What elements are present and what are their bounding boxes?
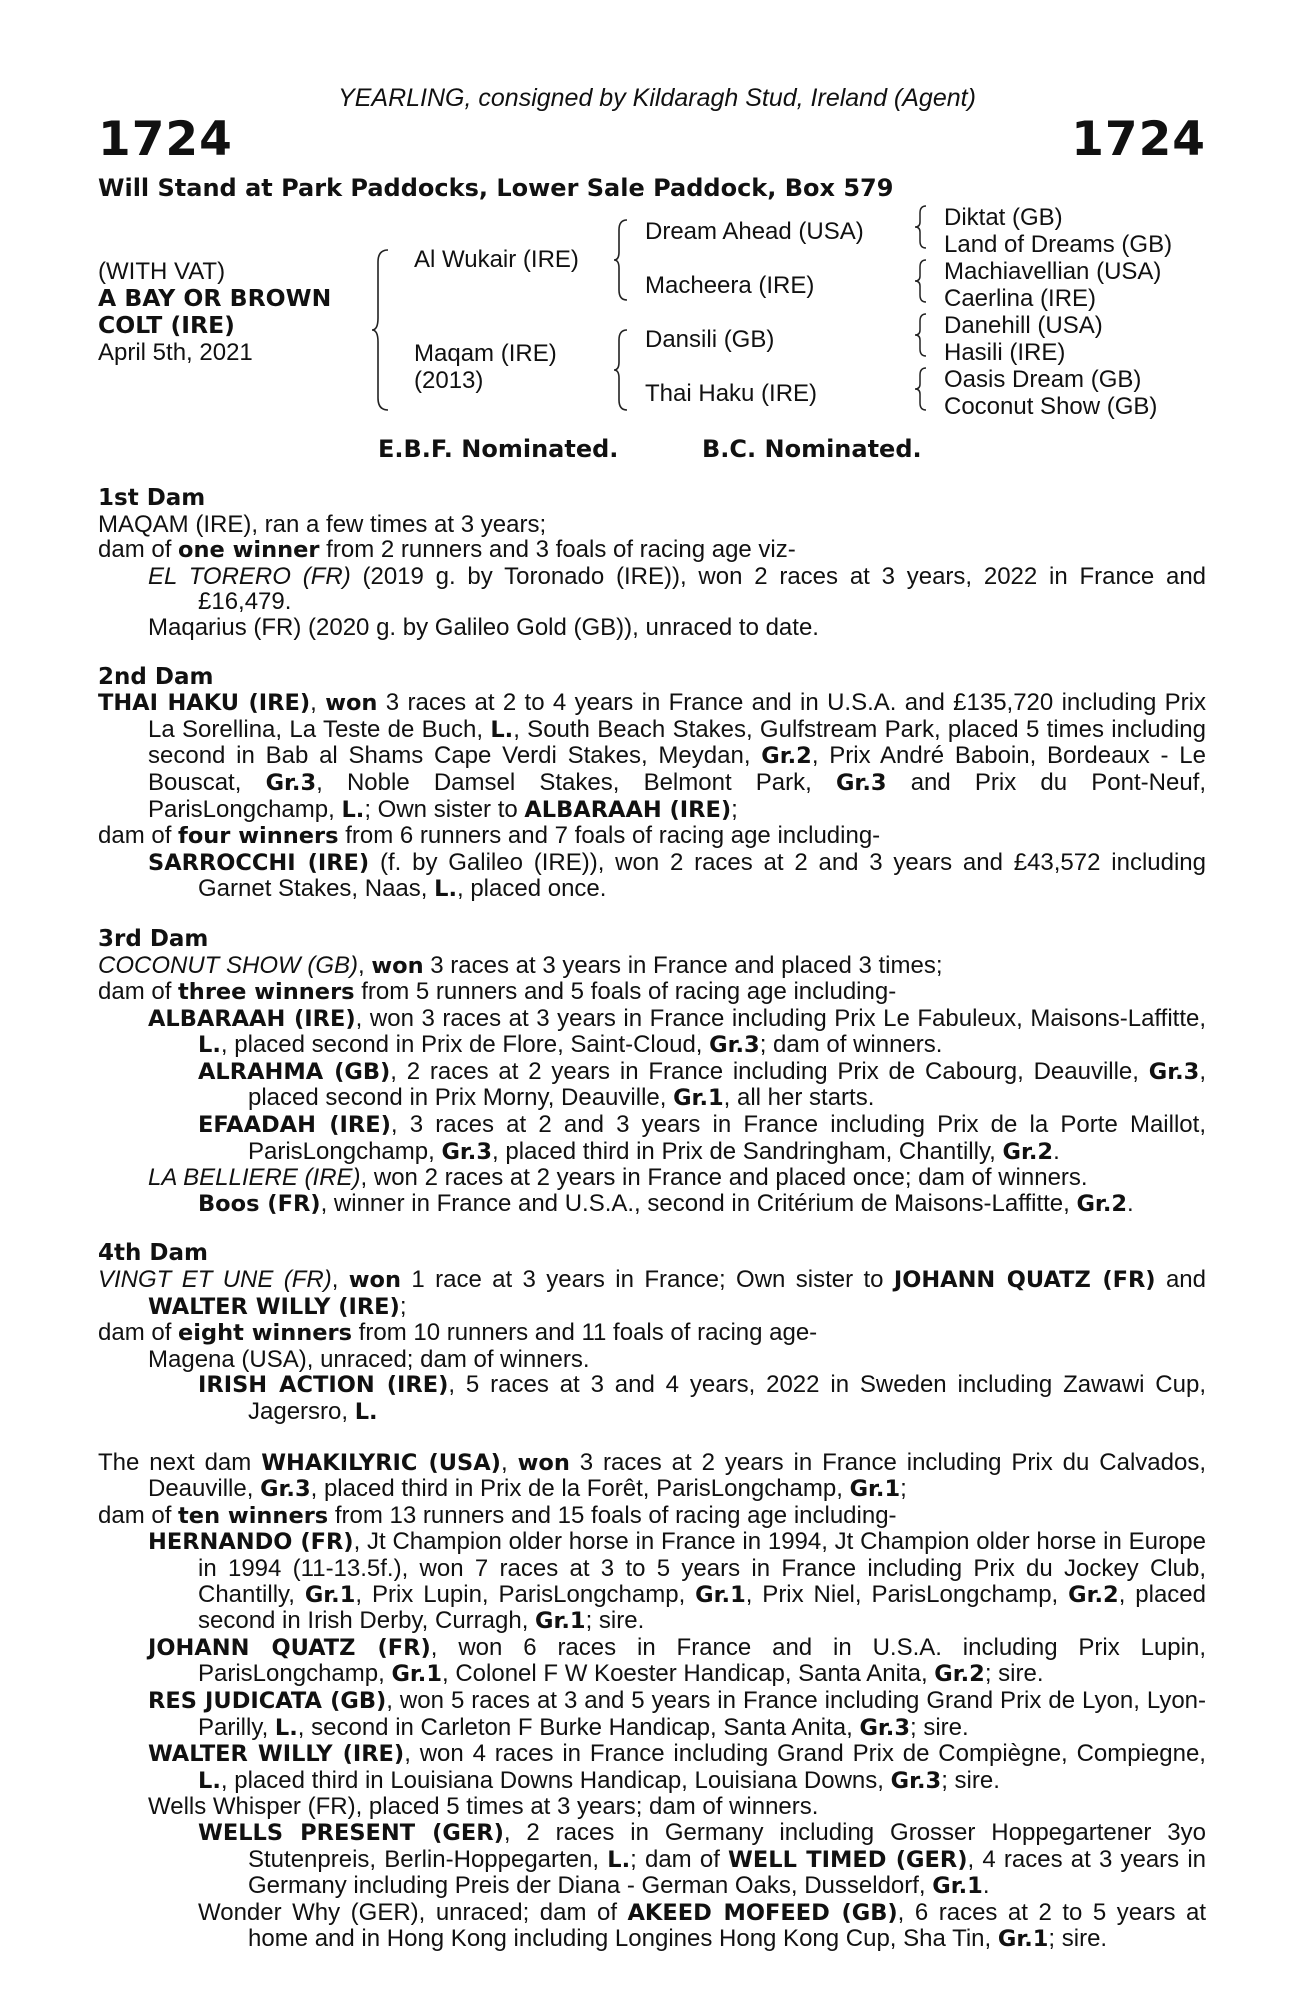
- dam4-record: VINGT ET UNE (FR), won 1 race at 3 years in France; Own sister to JOHANN QUATZ (FR) and WALTER WILLY (IRE);: [98, 1266, 1206, 1320]
- dam3-record: COCONUT SHOW (GB), won 3 races at 3 years in France and placed 3 times;: [98, 951, 943, 979]
- pedigree-brace-sd: [913, 258, 931, 304]
- vat-note: (WITH VAT): [98, 258, 226, 285]
- dam-dam-name: Thai Haku (IRE): [645, 380, 818, 407]
- foaling-date: April 5th, 2021: [98, 339, 253, 366]
- next-dam-record: The next dam WHAKILYRIC (USA), won 3 races at 2 years in France including Prix du Calvados, Deauville, Gr.3, placed third in Prix de la Forêt, ParisLongchamp, Gr.1;: [98, 1448, 1207, 1503]
- ggs-4: Caerlina (IRE): [944, 285, 1097, 312]
- next-dam-granddaughter-1: WELLS PRESENT (GER), 2 races in Germany including Grosser Hoppegartener 3yo Stutenpreis, Berlin-Hoppegarten, L.; dam of WELL TIMED (GER), 4 races at 3 years in Germany including Preis der Diana - German Oaks, Dusseldorf, Gr.1.: [198, 1818, 1207, 1900]
- section-heading-3rd-dam: 3rd Dam: [98, 925, 209, 952]
- dam3-foal-1: ALBARAAH (IRE), won 3 races at 3 years in France including Prix Le Fabuleux, Maisons-Laffitte, L., placed second in Prix de Flore, Saint-Cloud, Gr.3; dam of winners.: [148, 1004, 1207, 1059]
- next-dam-foal-5: Wells Whisper (FR), placed 5 times at 3 years; dam of winners.: [148, 1793, 819, 1821]
- dam1-line: MAQAM (IRE), ran a few times at 3 years;: [98, 510, 547, 538]
- dam3-foal-2: LA BELLIERE (IRE), won 2 races at 2 years in France and placed once; dam of winners.: [148, 1164, 1088, 1192]
- dam-sire-name: Dansili (GB): [645, 326, 775, 353]
- dam3-produce-summary: dam of three winners from 5 runners and 5 foals of racing age including-: [98, 978, 897, 1006]
- pedigree-brace-sire: [612, 218, 632, 302]
- stand-location: Will Stand at Park Paddocks, Lower Sale Paddock, Box 579: [98, 174, 894, 202]
- section-heading-2nd-dam: 2nd Dam: [98, 663, 214, 690]
- pedigree-brace-ss: [913, 204, 931, 250]
- next-dam-foal-4: WALTER WILLY (IRE), won 4 races in France including Grand Prix de Compiègne, Compiegne, L., placed third in Louisiana Downs Handicap, Louisiana Downs, Gr.3; sire.: [148, 1740, 1206, 1794]
- ggs-1: Diktat (GB): [944, 204, 1063, 231]
- ggs-5: Danehill (USA): [944, 312, 1103, 339]
- catalogue-body: [98, 486, 1206, 1953]
- lot-number-right: 1724: [1071, 112, 1206, 167]
- sire-dam-name: Macheera (IRE): [645, 272, 815, 299]
- sire-name: Al Wukair (IRE): [414, 246, 579, 273]
- subject-line-1: A BAY OR BROWN: [98, 284, 332, 312]
- next-dam-produce-summary: dam of ten winners from 13 runners and 15 foals of racing age including-: [98, 1501, 897, 1529]
- dam4-foal-1: Magena (USA), unraced; dam of winners.: [148, 1345, 590, 1373]
- bc-nomination: B.C. Nominated.: [702, 435, 922, 463]
- dam4-produce-summary: dam of eight winners from 10 runners and 11 foals of racing age-: [98, 1319, 818, 1347]
- dam-name: Maqam (IRE): [414, 340, 557, 367]
- subject-line-2: COLT (IRE): [98, 311, 235, 339]
- pedigree-brace-ds: [913, 312, 931, 358]
- section-heading-4th-dam: 4th Dam: [98, 1240, 208, 1267]
- dam3-granddaughter-1: ALRAHMA (GB), 2 races at 2 years in France including Prix de Cabourg, Deauville, Gr.3, placed second in Prix Morny, Deauville, Gr.1, all her starts.: [198, 1057, 1206, 1112]
- dam4-granddaughter-1: IRISH ACTION (IRE), 5 races at 3 and 4 years, 2022 in Sweden including Zawawi Cup, Jagersro, L.: [198, 1371, 1207, 1425]
- pedigree-brace-main: [370, 248, 394, 412]
- next-dam-foal-3: RES JUDICATA (GB), won 5 races at 3 and 5 years in France including Grand Prix de Lyon, Lyon-Parilly, L., second in Carleton F Burke Handicap, Santa Anita, Gr.3; sire.: [148, 1686, 1207, 1741]
- dam2-produce-summary: dam of four winners from 6 runners and 7 foals of racing age including-: [98, 822, 881, 850]
- dam1-produce-summary: dam of one winner from 2 runners and 3 foals of racing age viz-: [98, 536, 796, 564]
- dam1-foal-1: EL TORERO (FR) (2019 g. by Toronado (IRE)), won 2 races at 3 years, 2022 in France and £16,479.: [148, 562, 1207, 616]
- ebf-nomination: E.B.F. Nominated.: [378, 435, 619, 463]
- ggs-8: Coconut Show (GB): [944, 393, 1158, 420]
- pedigree-brace-dd: [913, 366, 931, 412]
- ggs-6: Hasili (IRE): [944, 339, 1066, 366]
- dam-year: (2013): [414, 367, 484, 394]
- ggs-7: Oasis Dream (GB): [944, 366, 1142, 393]
- lot-number-left: 1724: [98, 112, 233, 167]
- ggs-3: Machiavellian (USA): [944, 258, 1162, 285]
- dam2-foal-1: SARROCCHI (IRE) (f. by Galileo (IRE)), won 2 races at 2 and 3 years and £43,572 including Garnet Stakes, Naas, L., placed once.: [148, 848, 1206, 903]
- next-dam-granddaughter-2: Wonder Why (GER), unraced; dam of AKEED MOFEED (GB), 6 races at 2 to 5 years at home and in Hong Kong including Longines Hong Kong Cup, Sha Tin, Gr.1; sire.: [198, 1898, 1206, 1953]
- next-dam-foal-1: HERNANDO (FR), Jt Champion older horse in France in 1994, Jt Champion older horse in Europe in 1994 (11-13.5f.), won 7 races at 3 to 5 years in France including Prix du Jockey Club, Chantilly, Gr.1, Prix Lupin, ParisLongchamp, Gr.1, Prix Niel, ParisLongchamp, Gr.2, placed second in Irish Derby, Curragh, Gr.1; sire.: [148, 1528, 1206, 1635]
- consignor-line: YEARLING, consigned by Kildaragh Stud, Ireland (Agent): [338, 84, 976, 112]
- sire-sire-name: Dream Ahead (USA): [645, 218, 864, 245]
- dam1-foal-2: Maqarius (FR) (2020 g. by Galileo Gold (GB)), unraced to date.: [148, 613, 819, 641]
- dam3-granddaughter-2: EFAADAH (IRE), 3 races at 2 and 3 years in France including Prix de la Porte Maillot, ParisLongchamp, Gr.3, placed third in Prix de Sandringham, Chantilly, Gr.2.: [198, 1111, 1206, 1165]
- pedigree-brace-dam: [612, 328, 632, 412]
- dam3-granddaughter-3: Boos (FR), winner in France and U.S.A., second in Critérium de Maisons-Laffitte, Gr.2.: [198, 1189, 1134, 1217]
- section-heading-1st-dam: 1st Dam: [98, 485, 206, 511]
- ggs-2: Land of Dreams (GB): [944, 231, 1173, 258]
- dam2-record: THAI HAKU (IRE), won 3 races at 2 to 4 years in France and in U.S.A. and £135,720 including Prix La Sorellina, La Teste de Buch, L., South Beach Stakes, Gulfstream Park, placed 5 times including second in Bab al Shams Cape Verdi Stakes, Meydan, Gr.2, Prix André Baboin, Bordeaux - Le Bouscat, Gr.3, Noble Damsel Stakes, Belmont Park, Gr.3 and Prix du Pont-Neuf, ParisLongchamp, L.; Own sister to ALBARAAH (IRE);: [98, 689, 1206, 823]
- next-dam-foal-2: JOHANN QUATZ (FR), won 6 races in France and in U.S.A. including Prix Lupin, ParisLongchamp, Gr.1, Colonel F W Koester Handicap, Santa Anita, Gr.2; sire.: [148, 1633, 1206, 1688]
